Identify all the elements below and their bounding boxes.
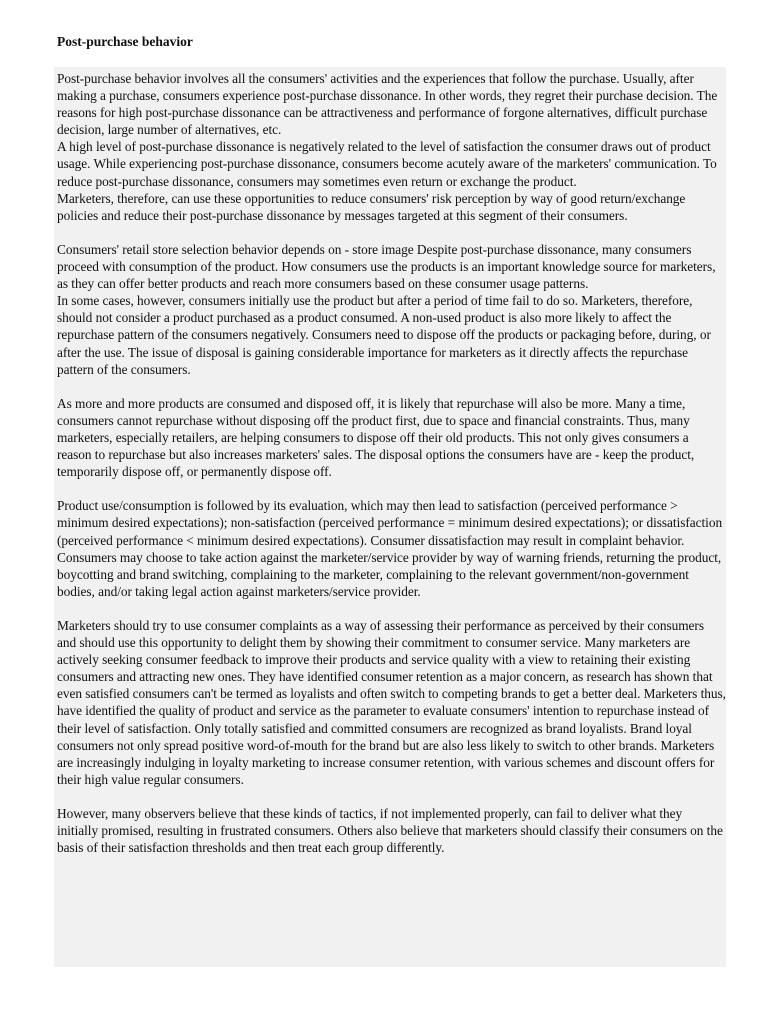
- document-title: Post-purchase behavior: [57, 34, 193, 49]
- paragraph-group: [57, 497, 726, 600]
- paragraph: Marketers should try to use consumer complaints as a way of assessing their performance as perceived by their consumers and should use this opportunity to delight them by showing their commitment to consumer service. Many marketers are actively seeking consumer feedback to improve their products and service quality with a view to retaining their existing consumers and attracting new ones. They have identified consumer retention as a major concern, as research has shown that even satisfied consumers can't be termed as loyalists and often switch to competing brands to get a better deal. Marketers thus, have identified the quality of product and service as the parameter to evaluate consumers' intention to repurchase instead of their level of satisfaction. Only totally satisfied and committed consumers are recognized as brand loyalists. Brand loyal consumers not only spread positive word-of-mouth for the brand but are also less likely to switch to other brands. Marketers are increasingly indulging in loyalty marketing to increase consumer retention, with various schemes and discount offers for their high value regular consumers.: [57, 618, 726, 787]
- paragraph: However, many observers believe that these kinds of tactics, if not implemented properly, can fail to deliver what they initially promised, resulting in frustrated consumers. Others also believe that marketers should classify their consumers on the basis of their satisfaction thresholds and then treat each group differently.: [57, 806, 723, 856]
- paragraph-group: [57, 395, 726, 480]
- paragraph: In some cases, however, consumers initially use the product but after a period of time fail to do so. Marketers, therefore, should not consider a product purchased as a product consumed. A non-used product is also more likely to affect the repurchase pattern of the consumers negatively. Consumers need to dispose off the products or packaging before, during, or after the use. The issue of disposal is gaining considerable importance for marketers as it directly affects the repurchase pattern of the consumers.: [57, 293, 711, 377]
- paragraph-group: [57, 70, 726, 224]
- paragraph-group: [57, 241, 726, 378]
- paragraph: Consumers' retail store selection behavior depends on - store image Despite post-purchase dissonance, many consumers proceed with consumption of the product. How consumers use the products is an important knowledge source for marketers, as they can offer better products and reach more consumers based on these consumer usage patterns.: [57, 241, 716, 292]
- paragraph: Product use/consumption is followed by its evaluation, which may then lead to satisfaction (perceived performance > minimum desired expectations); non-satisfaction (perceived performance = minimum desired expectations); or dissatisfaction (perceived performance < minimum desired expectations). Consumer dissatisfaction may result in complaint behavior. Consumers may choose to take action against the marketer/service provider by way of warning friends, returning the product, boycotting and brand switching, complaining to the marketer, complaining to the relevant government/non-government bodies, and/or taking legal action against marketers/service provider.: [57, 498, 723, 599]
- paragraph-group: [57, 805, 726, 856]
- paragraph: As more and more products are consumed and disposed off, it is likely that repurchase will also be more. Many a time, consumers cannot repurchase without disposing off the product first, due to space and financial constraints. Thus, many marketers, especially retailers, are helping consumers to dispose off their old products. This not only gives consumers a reason to repurchase but also increases marketers' sales. The disposal options the consumers have are - keep the product, temporarily dispose off, or permanently dispose off.: [57, 395, 695, 480]
- paragraph: Marketers, therefore, can use these opportunities to reduce consumers' risk perception by way of good return/exchange policies and reduce their post-purchase dissonance by messages targeted at this segment of their consumers.: [57, 190, 686, 223]
- paragraph: A high level of post-purchase dissonance is negatively related to the level of satisfaction the consumer draws out of product usage. While experiencing post-purchase dissonance, consumers become acutely aware of the marketers' communication. To reduce post-purchase dissonance, consumers may sometimes even return or exchange the product.: [57, 139, 717, 189]
- document-body: [54, 67, 726, 967]
- paragraph: Post-purchase behavior involves all the consumers' activities and the experiences that follow the purchase. Usually, after making a purchase, consumers experience post-purchase dissonance. In other words, they regret their purchase decision. The reasons for high post-purchase dissonance can be attractiveness and performance of forgone alternatives, difficult purchase decision, large number of alternatives, etc.: [57, 71, 718, 138]
- paragraph-group: [57, 617, 726, 788]
